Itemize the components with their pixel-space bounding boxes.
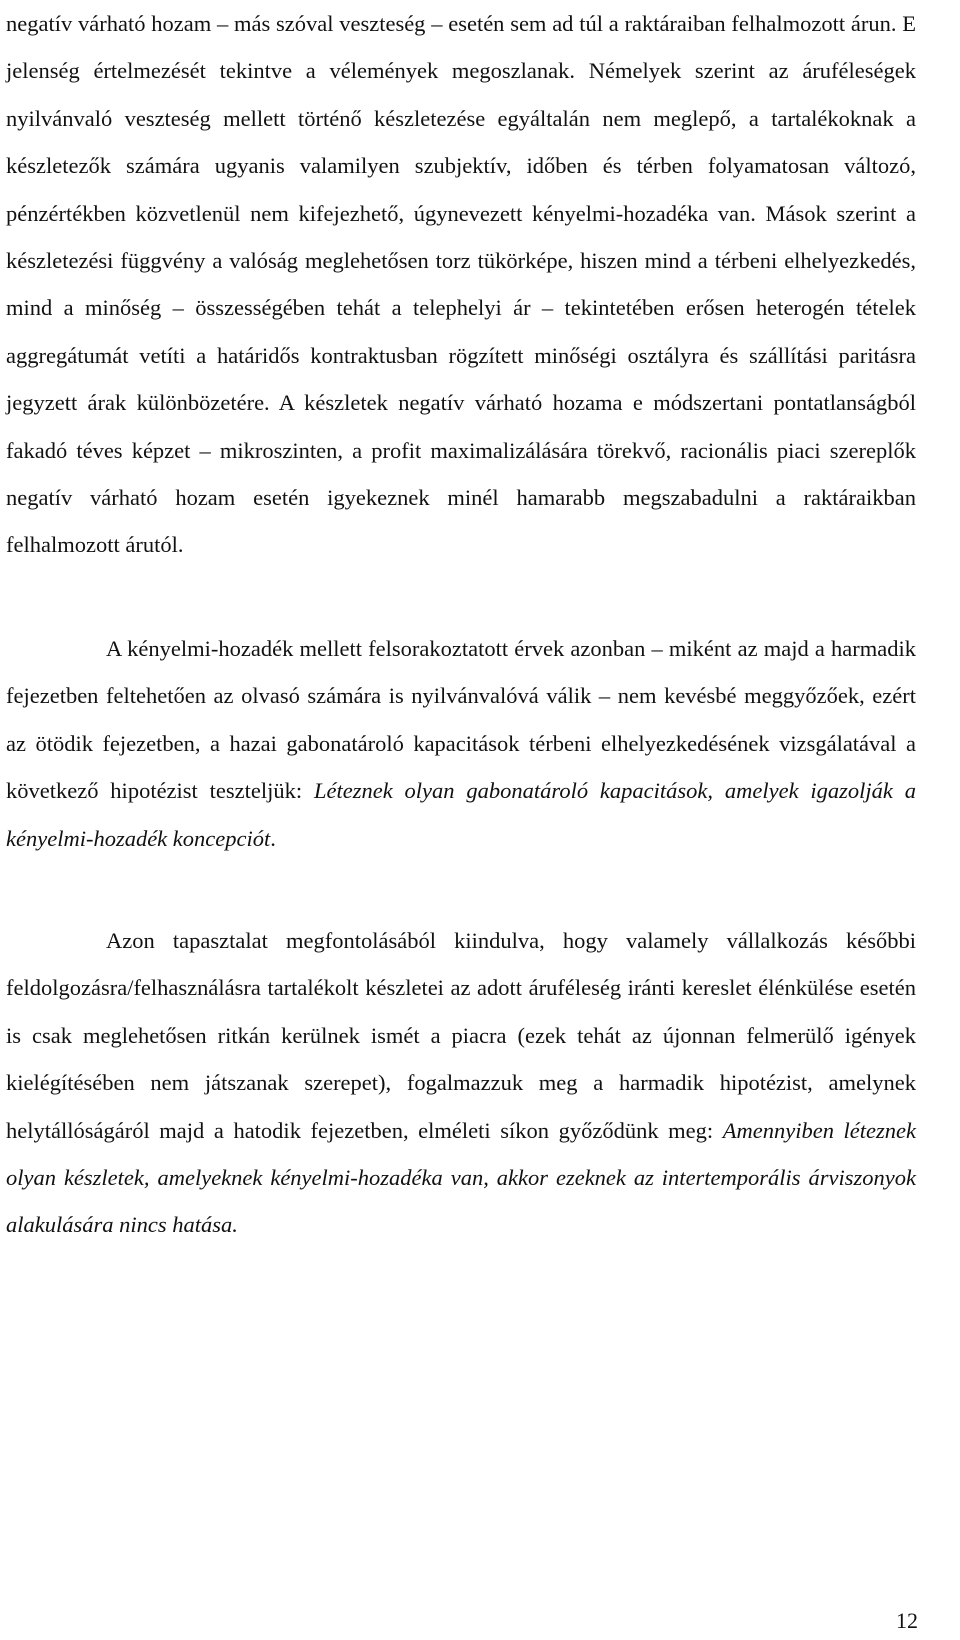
paragraph-3-text: Azon tapasztalat megfontolásából kiindulva, hogy valamely vállalkozás későbbi feldolgozásra/felhasználásra tartalékolt készletei az adott áruféleség iránti kereslet élénkülése esetén is csak meglehetősen ritkán kerülnek ismét a piacra (ezek tehát az újonnan felmerülő igények kielégítésében nem játszanak szerepet), fogalmazzuk meg a harmadik hipotézist, amelynek helytállóságáról majd a hatodik fejezetben, elméleti síkon győződünk meg: [6,927,916,1143]
paragraph-2-hypothesis-italic: Léteznek olyan gabonatároló kapacitások, amelyek igazolják a kényelmi-hozadék koncepciót [6,778,917,851]
paragraph-2 [6,625,916,862]
paragraph-1 [6,0,916,569]
paragraph-1-text: negatív várható hozam – más szóval veszteség – esetén sem ad túl a raktáraiban felhalmozott árun. E jelenség értelmezését tekintve a vélemények megoszlanak. Némelyek szerint az áruféleségek nyilvánvaló veszteség mellett történő készletezése egyáltalán nem meglepő, a tartalékoknak a készletezők számára ugyanis valamilyen szubjektív, időben és térben folyamatosan változó, pénzértékben közvetlenül nem kifejezhető, úgynevezett kényelmi-hozadéka van. Mások szerint a készletezési függvény a valóság meglehetősen torz tükörképe, hiszen mind a térbeni elhelyezkedés, mind a minőség – összességében tehát a telephelyi ár – tekintetében erősen heterogén tételek aggregátumát vetíti a határidős kontraktusban rögzített minőségi osztályra és szállítási paritásra jegyzett árak különbözetére. A készletek negatív várható hozama e módszertani pontatlanságból fakadó téves képzet – mikroszinten, a profit maximalizálására törekvő, racionális piaci szereplők negatív várható hozam esetén igyekeznek minél hamarabb megszabadulni a raktáraikban felhalmozott árutól. [6,11,916,558]
paragraph-2-period: . [270,825,276,851]
document-body [6,0,916,1249]
page-number: 12 [896,1608,918,1633]
paragraph-3 [6,917,916,1249]
paragraph-2-text: A kényelmi-hozadék mellett felsorakoztatott érvek azonban – miként az majd a harmadik fejezetben feltehetően az olvasó számára is nyilvánvalóvá válik – nem kevésbé meggyőzőek, ezért az ötödik fejezetben, a hazai gabonatároló kapacitások térbeni elhelyezkedésének vizsgálatával a következő hipotézist teszteljük: [6,635,916,804]
paragraph-3-hypothesis-italic: Amennyiben léteznek olyan készletek, amelyeknek kényelmi-hozadéka van, akkor ezeknek az intertemporális árviszonyok alakulására nincs hatása. [6,1117,916,1238]
